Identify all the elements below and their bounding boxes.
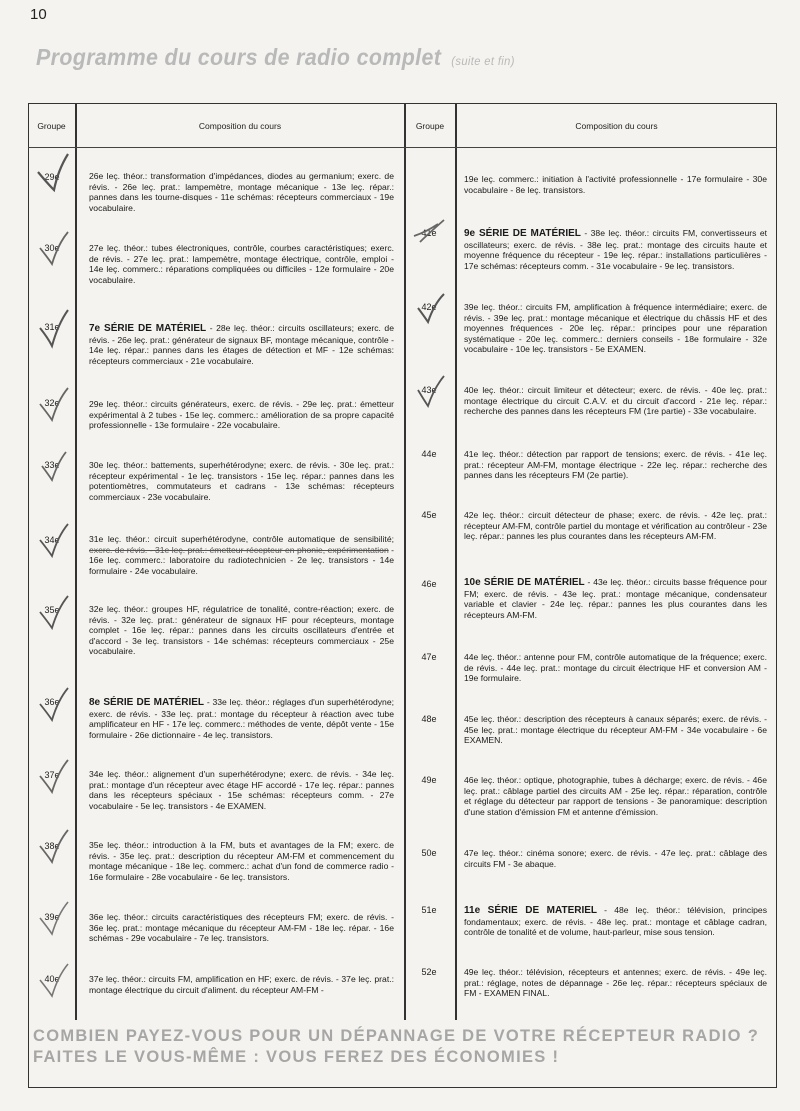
course-entry: 37e leç. théor.: circuits FM, amplification en HF; exerc. de révis. - 37e leç. prat.: montage électrique du circuit d'aliment. du récepteur AM-FM - — [89, 974, 394, 995]
header-rule — [28, 147, 777, 148]
group-label: 49e — [421, 775, 437, 785]
group-label: 30e — [44, 243, 60, 253]
group-label: 43e — [421, 385, 437, 395]
page-title — [36, 44, 515, 71]
group-label: 46e — [421, 579, 437, 589]
course-entry: 40e leç. théor.: circuit limiteur et détecteur; exerc. de révis. - 40e leç. prat.: montage électrique du circuit C.A.V. et du circuit d'accord - 21e leç. répar.: recherche des pannes dans les récepteurs FM (1re partie) - 33e vocabulaire. — [464, 385, 767, 417]
group-label: 40e — [44, 974, 60, 984]
entry-text: - 48e leç. théor.: télévision, principes fondamentaux; exerc. de révis. - 48e leç. prat.: montage et câblage cadran, contrôle de tonalité et de volume, haut-parleur, mise sous tension. — [464, 905, 767, 938]
header-right-composition: Composition du cours — [575, 121, 658, 131]
course-entry — [464, 228, 767, 271]
page-number: 10 — [30, 6, 47, 23]
course-entry — [89, 697, 394, 740]
header-left-composition: Composition du cours — [198, 121, 282, 131]
group-label: 32e — [44, 398, 60, 408]
entry-text: - 33e leç. théor.: réglages d'un superhétérodyne; exerc. de révis. - 33e leç. prat.: montage du récepteur à réaction avec tube amplificateur en HF - 17e leç. commerc.: méthodes de vente, dépôt vente - 15e formulaire - 26e dictionnaire - 4e leç. transistors. — [89, 697, 394, 740]
group-label: 36e — [44, 697, 60, 707]
series-heading: 7e SÉRIE DE MATÉRIEL — [89, 323, 207, 334]
entry-text: 31e leç. théor.: circuit superhétérodyne, contrôle automatique de sensibilité; — [89, 534, 394, 544]
entry-text: - 28e leç. théor.: circuits oscillateurs; exerc. de révis. - 26e leç. prat.: générateur de signaux BF, montage mécanique, contrôle - 14e leç. répar.: pannes dans les étages de détection et MF - 12e schémas: récepteurs commerciaux - 21e vocabulaire. — [89, 323, 394, 366]
course-entry: 49e leç. théor.: télévision, récepteurs et antennes; exerc. de révis. - 49e leç. prat.: réglage, notes de dépannage - 26e leç. répar.: récepteurs spéciaux de FM - EXAMEN FINAL. — [464, 967, 767, 999]
series-heading: 9e SÉRIE DE MATÉRIEL — [464, 228, 581, 239]
header-right-group: Groupe — [415, 121, 445, 131]
title-text: Programme du cours de radio complet — [36, 44, 442, 70]
footer-line-2: FAITES LE VOUS-MÊME : VOUS FEREZ DES ÉCONOMIES ! — [33, 1048, 560, 1066]
series-heading: 11e SÉRIE DE MATERIEL — [464, 905, 598, 916]
group-label: 29e — [44, 172, 60, 182]
group-label: 37e — [44, 770, 60, 780]
group-label: 47e — [421, 652, 437, 662]
course-entry: 32e leç. théor.: groupes HF, régulatrice de tonalité, contre-réaction; exerc. de révis. - 32e leç. prat.: générateur de signaux HF pour récepteurs, montage complet - 16e leç. répar.: pannes dans les circuits oscillateurs d'entrée et d'accord - 3e leç. transistors - 14e schémas: récepteurs commerciaux - 25e vocabulaire. — [89, 604, 394, 657]
course-entry: 44e leç. théor.: antenne pour FM, contrôle automatique de la fréquence; exerc. de révis. - 44e leç. prat.: montage du circuit électrique HF et conversion AM - 19e formulaire. — [464, 652, 767, 684]
entry-text: - 38e leç. théor.: circuits FM, convertisseurs et oscillateurs; exerc. de révis. - 38e leç. prat.: montage des circuits haute et moyenne fréquence du récepteur - 19e leç. répar.: installations particulières - 17e schémas: récepteurs comm. - 31e vocabulaire - 9e leç. transistors. — [464, 228, 767, 271]
course-entry: 19e leç. commerc.: initiation à l'activité professionnelle - 17e formulaire - 30e vocabulaire - 8e leç. transistors. — [464, 174, 767, 195]
group-label: 44e — [421, 449, 437, 459]
course-entry: 42e leç. théor.: circuit détecteur de phase; exerc. de révis. - 42e leç. prat.: récepteur AM-FM, contrôle partiel du montage et vérification au contrôleur - 23e leç. répar.: pannes les plus courantes dans les récepteurs AM-FM. — [464, 510, 767, 542]
course-entry: 46e leç. théor.: optique, photographie, tubes à décharge; exerc. de révis. - 46e leç. prat.: câblage partiel des circuits AM - 25e leç. répar.: réparation, contrôle et réglage du détecteur par rapport de tensions - 3e panoramique: description d'une station d'émission FM et antenne d'émission. — [464, 775, 767, 817]
group-label: 51e — [421, 905, 437, 915]
course-entry — [464, 905, 767, 938]
group-label: 38e — [44, 841, 60, 851]
course-entry: 39e leç. théor.: circuits FM, amplification à fréquence intermédiaire; exerc. de révis. - 39e leç. prat.: montage mécanique et électrique du châssis HF et des moyennes fréquences - 20e leç. répar.: principes pour une réparation systématique - 20e leç. commerc.: derniers conseils - 18e formulaire - 32e vocabulaire - 10e leç. transistors - 5e EXAMEN. — [464, 302, 767, 355]
course-entry: 26e leç. théor.: transformation d'impédances, diodes au germanium; exerc. de révis. - 26e leç. prat.: lampemètre, montage mécanique - 13e leç. répar.: pannes dans les tourne-disques - 11e schémas: récepteurs commerciaux - 19e vocabulaire. — [89, 171, 394, 213]
group-label: 50e — [421, 848, 437, 858]
course-entry — [89, 534, 394, 576]
course-entry: 35e leç. théor.: introduction à la FM, buts et avantages de la FM; exerc. de révis. - 35e leç. prat.: description du récepteur AM-FM et commencement du montage mécanique - 18e leç. commerc.: achat d'un fond de commerce radio - 16e formulaire - 28e vocabulaire - 6e leç. transistors. — [89, 840, 394, 882]
header-left-group: Groupe — [37, 121, 66, 131]
group-label: 52e — [421, 967, 437, 977]
course-entry: 30e leç. théor.: battements, superhétérodyne; exerc. de révis. - 30e leç. prat.: récepteur expérimental - 1e leç. transistors - 15e leç. répar.: pannes dans les potentiomètres, commutateurs et cadrans - 13e schémas: récepteurs commerciaux - 23e vocabulaire. — [89, 460, 394, 502]
series-heading: 10e SÉRIE DE MATÉRIEL — [464, 577, 585, 588]
divider-right-group — [455, 103, 457, 1020]
group-label: 34e — [44, 535, 60, 545]
footer-line-1: COMBIEN PAYEZ-VOUS POUR UN DÉPANNAGE DE VOTRE RÉCEPTEUR RADIO ? — [33, 1027, 760, 1045]
course-entry: 36e leç. théor.: circuits caractéristiques des récepteurs FM; exerc. de révis. - 36e leç. prat.: montage mécanique du récepteur AM-FM - 18e leç. répar. - 16e schémas - 29e vocabulaire - 7e leç. transistors. — [89, 912, 394, 944]
series-heading: 8e SÉRIE DE MATÉRIEL — [89, 697, 205, 708]
divider-center — [404, 103, 406, 1020]
course-entry — [464, 577, 767, 620]
group-label: 42e — [421, 302, 437, 312]
footer-slogan — [33, 1026, 773, 1068]
title-suffix: (suite et fin) — [451, 54, 515, 68]
group-label: 48e — [421, 714, 437, 724]
course-entry: 34e leç. théor.: alignement d'un superhétérodyne; exerc. de révis. - 34e leç. prat.: montage d'un récepteur avec étage HF accordé - 17e leç. répar.: pannes dans les récepteurs spéciaux - 15e schémas: récepteurs comm. - 27e vocabulaire - 5e leç. transistors - 4e EXAMEN. — [89, 769, 394, 811]
group-label: 41e — [421, 228, 437, 238]
course-entry: 45e leç. théor.: description des récepteurs à canaux séparés; exerc. de révis. - 45e leç. prat.: montage électrique du récepteur AM-FM - 34e vocabulaire - 6e EXAMEN. — [464, 714, 767, 746]
group-label: 39e — [44, 912, 60, 922]
group-label: 33e — [44, 460, 60, 470]
course-entry: 41e leç. théor.: détection par rapport de tensions; exerc. de révis. - 41e leç. prat.: récepteur AM-FM, montage électrique - 22e leç. répar.: recherche des pannes dans les récepteurs FM (2e partie). — [464, 449, 767, 481]
course-entry: 29e leç. théor.: circuits générateurs, exerc. de révis. - 29e leç. prat.: émetteur expérimental à 2 tubes - 15e leç. commerc.: amélioration de sa propre capacité professionnelle - 13e formulaire - 22e vocabulaire. — [89, 399, 394, 431]
group-label: 45e — [421, 510, 437, 520]
entry-text: - 16e leç. commerc.: laboratoire du radiotechnicien - 2e leç. transistors - 14e formulaire - 24e vocabulaire. — [89, 544, 394, 576]
course-entry: 47e leç. théor.: cinéma sonore; exerc. de révis. - 47e leç. prat.: câblage des circuits FM - 3e abaque. — [464, 848, 767, 869]
struck-text: exerc. de révis. - 31e leç. prat.: émetteur-récepteur en phonie, expérimentation — [89, 544, 389, 555]
course-entry — [89, 323, 394, 366]
entry-text: - 43e leç. théor.: circuits basse fréquence pour FM; exerc. de révis. - 43e leç. prat.: montage mécanique, condensateur variable et clavier - 24e leç. répar.: pannes les plus courantes dans les récepteurs AM-FM. — [464, 577, 767, 620]
course-entry: 27e leç. théor.: tubes électroniques, contrôle, courbes caractéristiques; exerc. de révis. - 27e leç. prat.: lampemètre, montage électrique, contrôle, emploi - 14e leç. commerc.: réparations compliquées ou difficiles - 12e formulaire - 20e vocabulaire. — [89, 243, 394, 285]
group-label: 35e — [44, 605, 60, 615]
group-label: 31e — [44, 322, 60, 332]
divider-left-group — [75, 103, 77, 1020]
